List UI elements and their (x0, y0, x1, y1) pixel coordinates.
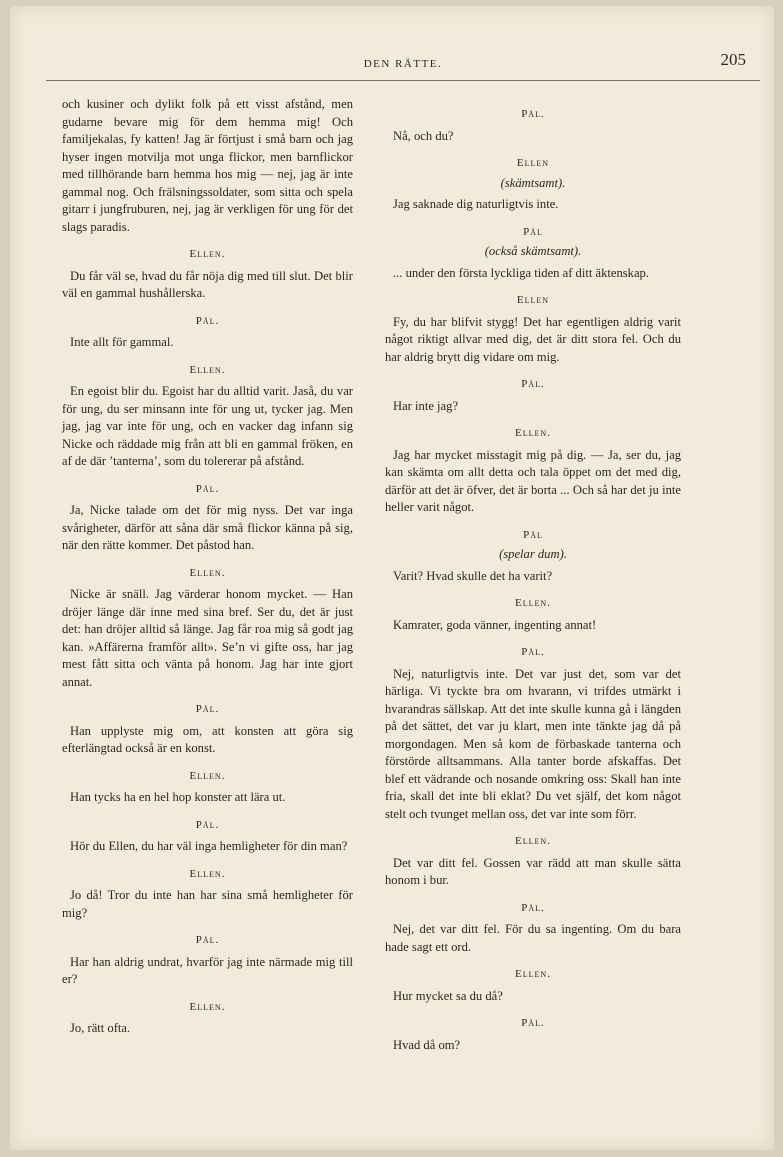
speaker-name: Ellen. (515, 835, 551, 847)
dialogue-paragraph: Hör du Ellen, du har väl inga hemligheter för din man? (70, 839, 348, 853)
dialogue-paragraph: Nej, det var ditt fel. För du sa ingenting. Om du bara hade sagt ett ord. (385, 922, 681, 954)
dialogue-paragraph: En egoist blir du. Egoist har du alltid varit. Jaså, du var för ung, du ser minsann inte för ung ut, tycker jag. Men jag, jag var inte för ung, och en vacker dag infann sig Nicke och räddade mig från att bli en gammal fröken, en af de där ’tanterna’, som du tolererar på afstånd. (62, 384, 353, 468)
speaker-name: Pål (523, 528, 543, 541)
speaker-name: Ellen (516, 157, 550, 169)
dialogue-paragraph: Har han aldrig undrat, hvarför jag inte närmade mig till er? (62, 954, 353, 986)
speaker-name: Pål. (521, 901, 545, 914)
dialogue-paragraph: Nå, och du? (393, 128, 454, 143)
dialogue-paragraph: Nicke är snäll. Jag värderar honom mycket. — Han dröjer länge där inne med sina bref. Ser du, det är just det: han dröjer alltid så länge. Jag får roa mig så godt jag kan. »Affärerna framför allt». Se’n vi gifte oss, har jag mest fått sitta och vänta på honom. Jag har inte gjort annat. (62, 587, 353, 689)
speaker-name: Pål. (195, 934, 220, 946)
speaker-name: Ellen. (515, 427, 551, 439)
speaker-name: Ellen. (189, 769, 226, 782)
right-column (385, 96, 681, 1062)
dialogue-paragraph: Hur mycket sa du då? (393, 988, 503, 1003)
dialogue-paragraph: Har inte jag? (393, 398, 459, 413)
dialogue-paragraph: Jo, rätt ofta. (70, 1021, 131, 1035)
speaker-name: Pål. (195, 703, 220, 715)
speaker-name: Pål. (195, 482, 220, 495)
speaker-name: Ellen. (189, 867, 226, 880)
speaker-name: Ellen. (515, 597, 551, 609)
speaker-name: Pål. (521, 108, 545, 120)
dialogue-paragraph: Jag har mycket misstagit mig på dig. — Ja, ser du, jag kan skämta om allt detta och tala öppet om det med dig, därför att det är öfver, det är borta ... Och så har det ju inte heller varit något. (385, 447, 681, 514)
dialogue-paragraph: Varit? Hvad skulle det ha varit? (393, 568, 553, 583)
page-number: 205 (720, 50, 746, 69)
speaker-name: Pål. (195, 314, 220, 327)
speaker-name: Pål. (521, 1017, 545, 1029)
book-page (10, 6, 774, 1150)
speaker-name: Ellen. (189, 1000, 226, 1013)
dialogue-paragraph: Fy, du har blifvit stygg! Det har egentligen aldrig varit något riktigt allvar med dig, det är ditt stora fel. Och du har aldrig brytt dig vidare om mig. (385, 314, 681, 364)
dialogue-paragraph: Han upplyste mig om, att konsten att göra sig efterlängtad också är en konst. (62, 723, 353, 755)
stage-direction: (spelar dum). (499, 547, 567, 561)
dialogue-paragraph: Jag saknade dig naturligtvis inte. (393, 197, 559, 211)
speaker-name: Ellen. (189, 566, 226, 579)
dialogue-paragraph: och kusiner och dylikt folk på ett visst afstånd, men gudarne bevare mig för dem hemma mig! Och familjekalas, fy katten! Jag är förtjust i små barn och jag hyser ingen motvilja mot unga flickor, men barnflickor med tillhörande barn hemma hos mig — nej, jag är inte gammal nog. Och frälsningssoldater, som sitta och spela gitarr i jungfruburen, nej, jag är verkligen för ung för det slags paradis. (62, 97, 353, 234)
dialogue-paragraph: Inte allt för gammal. (70, 335, 174, 349)
speaker-name: Pål. (195, 818, 220, 831)
speaker-name: Ellen (516, 294, 550, 306)
speaker-name: Pål. (521, 646, 545, 658)
dialogue-paragraph: Nej, naturligtvis inte. Det var just det, som var det härliga. Vi tyckte bra om hvarann, vi trifdes utmärkt i hvarandras sällskap. Att det inte skulle kunna gå i längden på det sättet, det var ju klart, men inte tänkte jag då på morgondagen. Men så kom de förbaskade tanterna och förstörde alltsammans. Alla tanter borde afskaffas. Det blef ett vädrande och nosande omkring oss: Skall han inte fria, skall det inte bli eklat? Du vet själf, det kom något stelt och tvunget mellan oss, det var inte som förr. (385, 666, 681, 821)
dialogue-paragraph: ... under den första lyckliga tiden af ditt äktenskap. (393, 265, 649, 280)
dialogue-paragraph: Du får väl se, hvad du får nöja dig med till slut. Det blir väl en gammal hushållerska. (62, 268, 353, 300)
dialogue-paragraph: Kamrater, goda vänner, ingenting annat! (393, 617, 597, 632)
left-column (62, 96, 353, 1046)
speaker-name: Ellen. (515, 968, 551, 980)
dialogue-paragraph: Jo då! Tror du inte han har sina små hemligheter för mig? (62, 888, 353, 920)
stage-direction: (skämtsamt). (500, 175, 566, 190)
dialogue-paragraph: Det var ditt fel. Gossen var rädd att man skulle sätta honom i bur. (385, 855, 681, 887)
stage-direction: (också skämtsamt). (484, 244, 582, 258)
speaker-name: Ellen. (189, 363, 226, 376)
speaker-name: Pål. (521, 378, 545, 390)
speaker-name: Ellen. (189, 248, 226, 260)
dialogue-paragraph: Ja, Nicke talade om det för mig nyss. Det var inga svårigheter, därför att såna där små flickor känna på sig, när den rätte kommer. Det påstod han. (62, 503, 353, 552)
running-header (46, 50, 760, 81)
dialogue-paragraph: Hvad då om? (393, 1037, 461, 1052)
dialogue-paragraph: Han tycks ha en hel hop konster att lära ut. (70, 790, 286, 804)
speaker-name: Pål (523, 225, 543, 238)
running-title: DEN RÄTTE. (363, 58, 443, 70)
